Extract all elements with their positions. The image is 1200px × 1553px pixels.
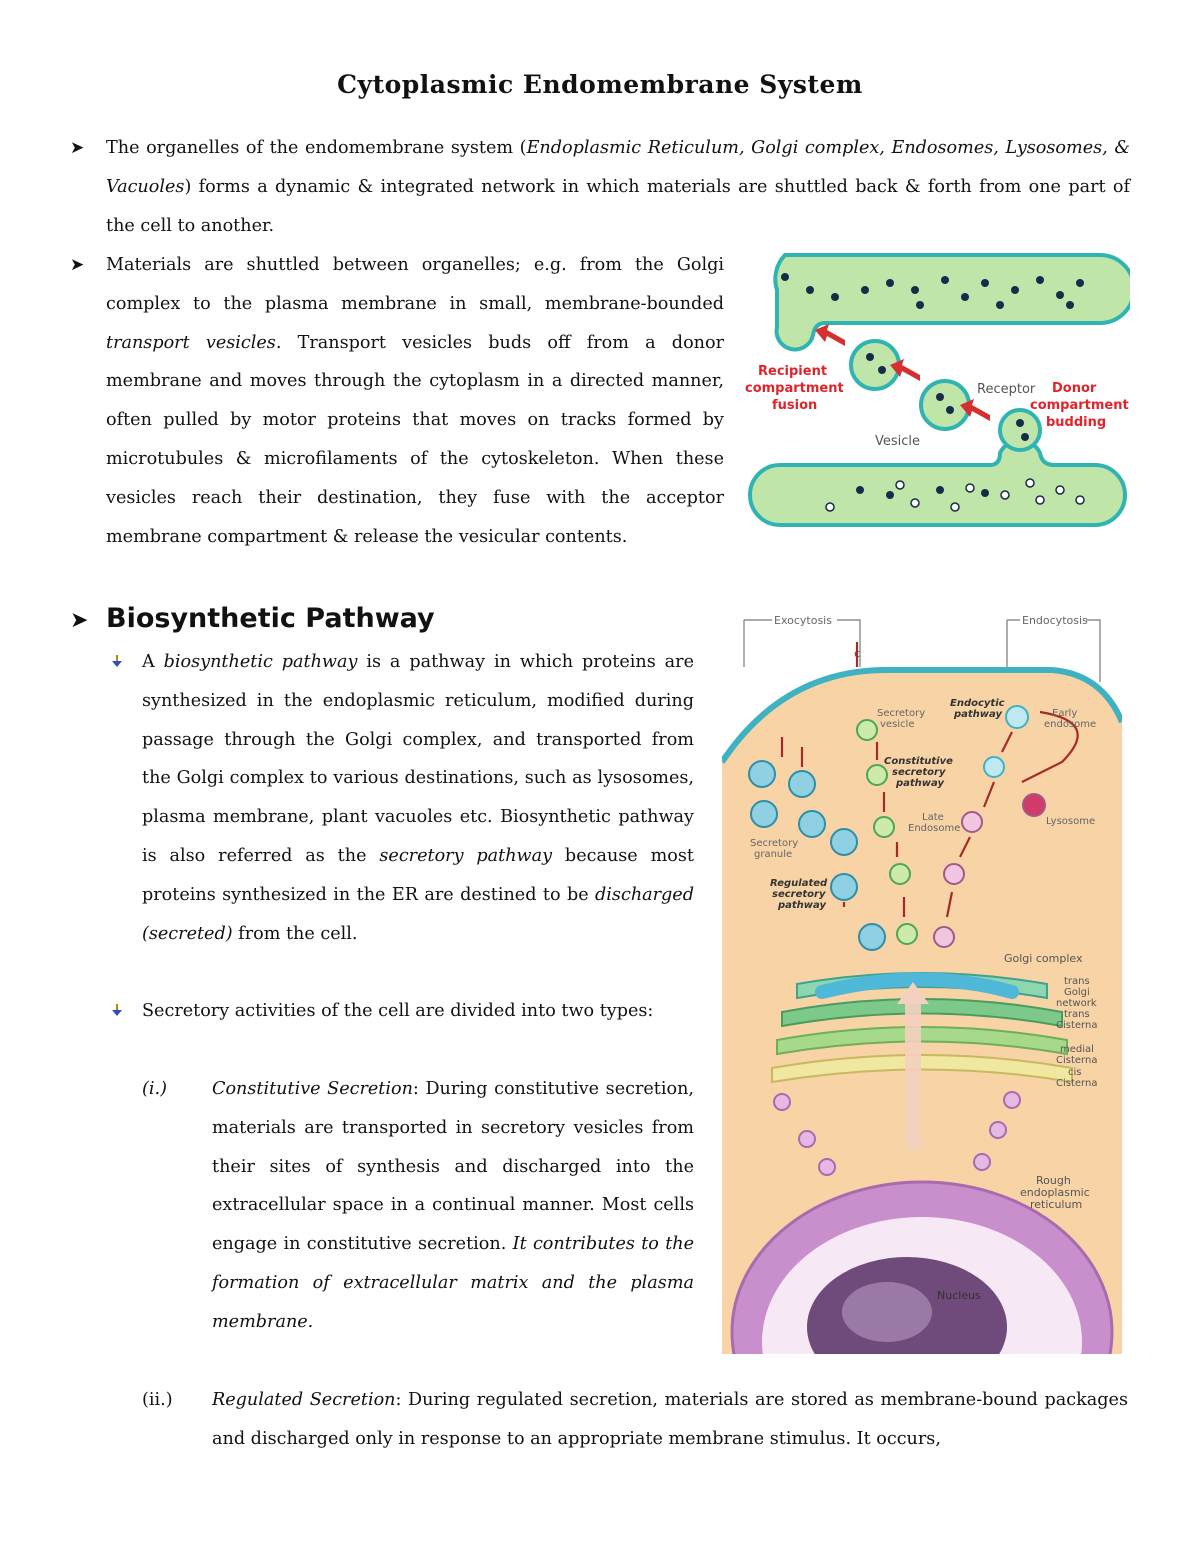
regulated-label: Regulated secretory pathway xyxy=(770,878,828,911)
late-endosome-label: Late Endosome xyxy=(908,812,961,834)
receptor-label: Receptor xyxy=(977,382,1036,397)
transport-vesicles-term: transport vesicles xyxy=(106,332,276,353)
constitutive-term: Constitutive Secretion xyxy=(212,1079,413,1099)
biosynthetic-paragraph xyxy=(142,643,694,953)
secretory-vesicle-label: Secretory vesicle xyxy=(877,708,926,730)
item-i-label: (i.) xyxy=(142,1079,167,1099)
constitutive-label: Constitutive secretory pathway xyxy=(884,756,953,789)
constitutive-note: It contributes to the formation of extracellular matrix and the plasma membrane. xyxy=(212,1234,695,1332)
text-run: Secretory activities of the cell are divided into two types: xyxy=(142,1001,654,1021)
transport-text-start: Materials are shuttled between organelles; e.g. from the Golgi complex to the plasma membrane in small, membrane-bounded xyxy=(106,255,724,314)
section-heading-text: Biosynthetic Pathway xyxy=(106,603,435,634)
vesicle-transport-figure xyxy=(740,245,1130,540)
endocytosis-label: Endocytosis xyxy=(1022,614,1088,627)
intro-text-end: ) forms a dynamic & integrated network in which materials are shuttled back & forth from one part of the cell to another. xyxy=(106,176,1130,236)
arrow-bullet-icon: ➤ xyxy=(70,138,85,158)
secretory-pathway-figure xyxy=(722,612,1122,1354)
text-run: A xyxy=(142,652,164,672)
lysosome-label: Lysosome xyxy=(1046,816,1096,827)
secretory-granule-label: Secretory granule xyxy=(750,838,799,860)
bud-vesicle xyxy=(1000,410,1040,450)
item-ii-label: (ii.) xyxy=(142,1390,173,1410)
regulated-term: Regulated Secretion xyxy=(212,1390,396,1410)
trans-cisterna-label: trans Cisterna xyxy=(1056,1009,1098,1031)
c-label: c xyxy=(854,647,861,660)
intro-paragraph xyxy=(106,129,1130,245)
text-run: : During constitutive secretion, materials are transported in secretory vesicles from their sites of synthesis and discharged into the extracellular space in a continual manner. Most cells engage in constitutive secretion. xyxy=(212,1079,694,1255)
discharged-term: discharged (secreted) xyxy=(142,884,694,944)
biosynthetic-term: biosynthetic pathway xyxy=(163,652,358,672)
transport-arrows xyxy=(815,324,990,421)
arrow-bullet-icon: ➤ xyxy=(70,608,89,633)
text-run: : During regulated secretion, materials are stored as membrane-bound packages and discharged only in response to an appropriate membrane stimulus. It occurs, xyxy=(212,1390,1128,1449)
text-run: is a pathway in which proteins are synthesized in the endoplasmic reticulum, modified during passage through the Golgi complex, and transported from the Golgi complex to various destinations, such as lysosomes, plasma membrane, plant vacuoles etc. Biosynthetic pathway is also referred as the xyxy=(142,652,694,866)
nucleus-label: Nucleus xyxy=(937,1289,981,1302)
page-title: Cytoplasmic Endomembrane System xyxy=(337,70,863,99)
rough-er-label: Rough endoplasmic reticulum xyxy=(1020,1174,1090,1211)
exocytosis-label: Exocytosis xyxy=(774,614,832,627)
transport-text-end: . Transport vesicles buds off from a donor membrane and moves through the cytoplasm in a directed manner, often pulled by motor proteins that moves on tracks formed by microtubules & microfilaments of the cytoskeleton. When these vesicles reach their destination, they fuse with the acceptor membrane compartment & release the vesicular contents. xyxy=(106,332,724,547)
organelle-list: Endoplasmic Reticulum, Golgi complex, Endosomes, Lysosomes, & Vacuoles xyxy=(106,138,1131,197)
endocytic-pathway-label: Endocytic pathway xyxy=(950,698,1005,720)
intro-text-start: The organelles of the endomembrane system ( xyxy=(106,138,527,158)
golgi-complex-label: Golgi complex xyxy=(1004,952,1083,965)
text-run: because most proteins synthesized in the ER are destined to be xyxy=(142,845,694,905)
medial-cisterna-label: medial Cisterna xyxy=(1056,1044,1098,1066)
cis-cisterna-label: cis Cisterna xyxy=(1056,1067,1098,1089)
vesicle-label: Vesicle xyxy=(875,434,921,449)
bullet-icon xyxy=(110,654,124,668)
transport-paragraph xyxy=(106,246,724,556)
trans-golgi-label: trans Golgi network xyxy=(1056,976,1097,1009)
early-endosome-label: Early endosome xyxy=(1044,708,1097,730)
bullet-icon xyxy=(110,1003,124,1017)
regulated-paragraph xyxy=(212,1381,1128,1459)
constitutive-paragraph xyxy=(212,1070,694,1342)
section-heading xyxy=(70,598,435,642)
arrow-bullet-icon: ➤ xyxy=(70,255,85,275)
secretory-types-paragraph xyxy=(142,992,694,1031)
donor-compartment xyxy=(750,440,1125,525)
text-run: from the cell. xyxy=(232,923,358,944)
secretory-pathway-term: secretory pathway xyxy=(379,845,553,866)
recipient-label: Recipient compartment fusion xyxy=(745,364,844,413)
donor-label: Donor compartment budding xyxy=(1030,381,1129,430)
